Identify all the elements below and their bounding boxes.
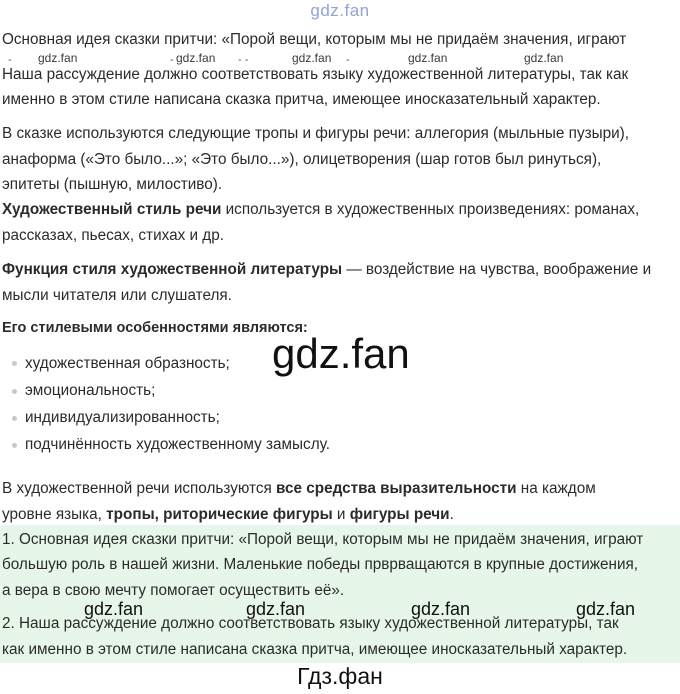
means-term: тропы, риторические фигуры xyxy=(106,506,333,523)
bullet-icon xyxy=(12,361,17,366)
means-text: уровне языка, xyxy=(2,506,107,523)
watermark: gdz.fan xyxy=(408,51,448,65)
means-term: фигуры речи xyxy=(349,506,450,523)
style-text: используется в художественных произведениях: романах, xyxy=(221,201,640,218)
list-item: индивидуализированность; xyxy=(25,409,220,426)
divider-dash: - - xyxy=(238,54,249,66)
bullet-icon xyxy=(12,389,17,394)
footer-logo: Гдз.фан xyxy=(297,663,383,689)
watermark: gdz.fan xyxy=(84,599,144,619)
function-term: Функция стиля художественной литературы xyxy=(2,261,343,278)
means-term: все средства выразительности xyxy=(276,480,517,497)
list-item: подчинённость художественному замыслу. xyxy=(25,436,330,453)
features-heading: Его стилевыми особенностями являются: xyxy=(2,320,308,336)
tropes-line-2: анаформа («Это было...»; «Это было...»), олицетворения (шар готов был ринуться), xyxy=(2,151,602,168)
intro-line-3: именно в этом стиле написана сказка притча, имеющее иносказательный характер. xyxy=(2,91,601,108)
watermark: gdz.fan xyxy=(524,51,564,65)
bullet-icon xyxy=(12,416,17,421)
function-definition xyxy=(2,260,651,280)
tropes-line-1: В сказке используются следующие тропы и фигуры речи: аллегория (мыльные пузыри), xyxy=(2,125,630,142)
answer-line-3: а вера в свою мечту помогает осуществить её». xyxy=(2,582,345,599)
intro-line-1: Основная идея сказки притчи: «Порой вещи, которым мы не придаём значения, играют xyxy=(2,31,627,48)
means-line-1 xyxy=(2,479,596,499)
style-definition xyxy=(2,200,639,220)
function-definition-line-2: мысли читателя или слушателя. xyxy=(2,287,232,304)
style-term: Художественный стиль речи xyxy=(2,201,222,218)
divider-dash: - xyxy=(8,54,12,66)
site-logo: gdz.fan xyxy=(310,1,370,20)
means-text: В художественной речи используются xyxy=(2,480,277,497)
answer-line-5: как именно в этом стиле написана сказка притча, имеющее иносказательный характер. xyxy=(2,641,628,658)
tropes-line-3: эпитеты (пышную, милостиво). xyxy=(2,176,223,193)
watermark: gdz.fan xyxy=(576,599,636,619)
divider-dash: - xyxy=(170,54,174,66)
intro-line-2: Наша рассуждение должно соответствовать языку художественной литературы, так как xyxy=(2,66,629,83)
watermark-large: gdz.fan xyxy=(272,330,410,377)
style-definition-line-2: рассказах, пьесах, стихах и др. xyxy=(2,227,224,244)
answer-line-4: 2. Наша рассуждение должно соответствовать языку художественной литературы, так xyxy=(2,615,619,632)
watermark: gdz.fan xyxy=(246,599,306,619)
bullet-icon xyxy=(12,443,17,448)
list-item: эмоциональность; xyxy=(25,382,156,399)
watermark: gdz.fan xyxy=(411,599,471,619)
means-text: на каждом xyxy=(516,480,596,497)
answer-line-2: большую роль в нашей жизни. Маленькие победы прврващаются в крупные достижения, xyxy=(2,556,639,573)
means-text: . xyxy=(449,506,454,523)
divider-dash: - xyxy=(346,54,350,66)
means-text: и xyxy=(332,506,350,523)
means-line-2 xyxy=(2,505,454,525)
watermark: gdz.fan xyxy=(176,51,216,65)
list-item: художественная образность; xyxy=(25,355,230,372)
answer-line-1: 1. Основная идея сказки притчи: «Порой вещи, которым мы не придаём значения, играют xyxy=(2,531,644,548)
function-text: — воздействие на чувства, воображение и xyxy=(342,261,652,278)
watermark: gdz.fan xyxy=(38,51,78,65)
watermark: gdz.fan xyxy=(292,51,332,65)
